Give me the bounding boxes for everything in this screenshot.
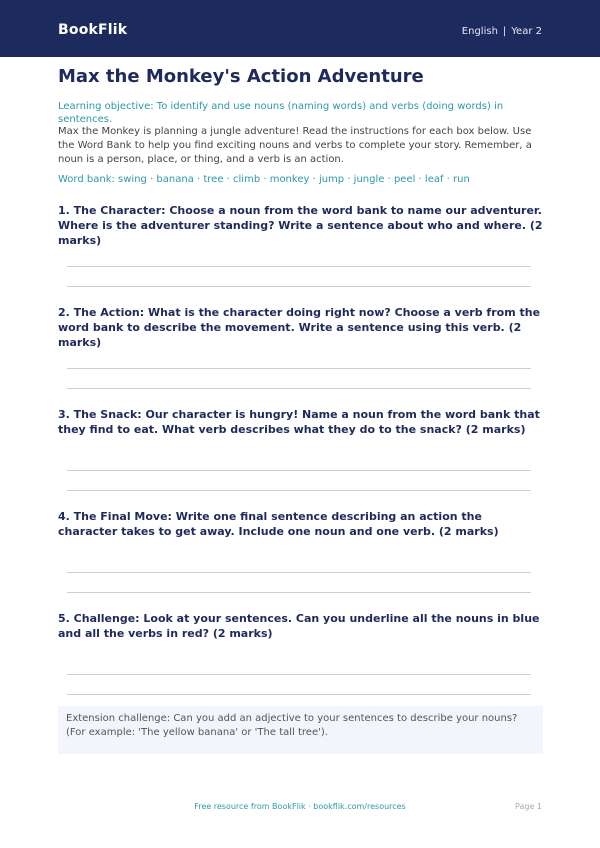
answer-line[interactable]: [67, 694, 531, 695]
question-4: 4. The Final Move: Write one final sentence describing an action the character takes to get away. Include one noun and one verb. (2 marks): [58, 510, 499, 538]
learning-objective: Learning objective: To identify and use nouns (naming words) and verbs (doing words) in sentences.: [58, 101, 504, 125]
extension-box: [58, 706, 543, 754]
question-5: 5. Challenge: Look at your sentences. Can you underline all the nouns in blue and all the verbs in red? (2 marks): [58, 612, 540, 640]
answer-line[interactable]: [67, 592, 531, 593]
extension-text: Extension challenge: Can you add an adjective to your sentences to describe your nouns? (For example: 'The yellow banana' or 'The tall tree').: [66, 713, 518, 738]
answer-line[interactable]: [67, 490, 531, 491]
header-separator: |: [502, 26, 507, 37]
page-title: Max the Monkey's Action Adventure: [58, 66, 424, 87]
footer-text: Free resource from BookFlik · bookflik.com/resources: [194, 802, 406, 811]
answer-line[interactable]: [67, 572, 531, 573]
word-bank: Word bank: swing · banana · tree · climb · monkey · jump · jungle · peel · leaf · run: [58, 174, 470, 185]
answer-line[interactable]: [67, 266, 531, 267]
question-1: 1. The Character: Choose a noun from the word bank to name our adventurer. Where is the adventurer standing? Write a sentence about who and where. (2 marks): [58, 204, 543, 247]
subject-label: English: [461, 26, 498, 37]
answer-line[interactable]: [67, 368, 531, 369]
intro-paragraph: Max the Monkey is planning a jungle adventure! Read the instructions for each box below. Use the Word Bank to help you find exciting nouns and verbs to complete your story. Remember, a noun is a person, place, or thing, and a verb is an action.: [58, 126, 532, 165]
question-2: 2. The Action: What is the character doing right now? Choose a verb from the word bank to describe the movement. Write a sentence using this verb. (2 marks): [58, 306, 541, 349]
question-3: 3. The Snack: Our character is hungry! Name a noun from the word bank that they find to eat. What verb describes what they do to the snack? (2 marks): [58, 408, 540, 436]
page-number: Page 1: [515, 802, 542, 811]
answer-line[interactable]: [67, 674, 531, 675]
answer-line[interactable]: [67, 470, 531, 471]
header-meta: [462, 26, 542, 37]
header-bar: [0, 0, 600, 57]
brand-logo: BookFlik: [58, 22, 128, 38]
year-label: Year 2: [511, 26, 542, 37]
answer-line[interactable]: [67, 286, 531, 287]
answer-line[interactable]: [67, 388, 531, 389]
